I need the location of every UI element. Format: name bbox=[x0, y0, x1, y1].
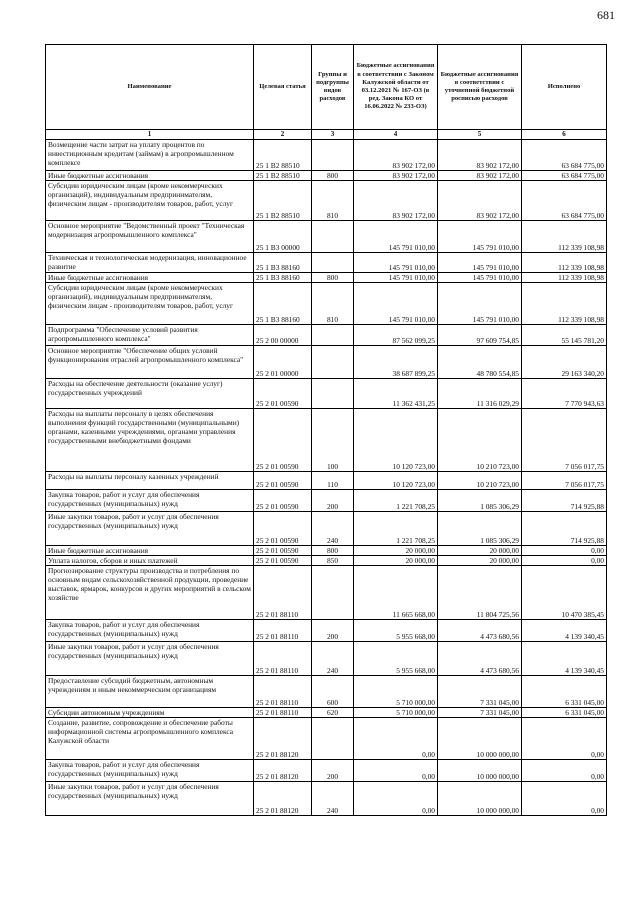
table-row bbox=[46, 171, 607, 181]
row-expense-group-cell: 240 bbox=[312, 512, 354, 546]
table-row bbox=[46, 782, 607, 816]
row-budget-cell: 11 665 668,00 bbox=[354, 566, 438, 620]
row-expense-group-cell bbox=[312, 718, 354, 760]
row-name-cell: Иные закупки товаров, работ и услуг для обеспечения государственных (муниципальных) нужд bbox=[46, 782, 254, 816]
row-refined-cell: 48 780 554,85 bbox=[438, 346, 522, 379]
header-target-article: Целевая статья bbox=[254, 45, 312, 130]
row-expense-group-cell: 800 bbox=[312, 171, 354, 181]
row-refined-cell: 10 210 723,00 bbox=[438, 472, 522, 490]
header-executed: Исполнено bbox=[522, 45, 607, 130]
row-budget-cell: 83 902 172,00 bbox=[354, 140, 438, 171]
row-name-cell: Возмещение части затрат на уплату процентов по инвестиционным кредитам (займам) в агропромышленном комплексе bbox=[46, 140, 254, 171]
row-expense-group-cell: 810 bbox=[312, 181, 354, 221]
row-name-cell: Расходы на обеспечение деятельности (оказание услуг) государственных учреждений bbox=[46, 379, 254, 409]
row-expense-group-cell: 200 bbox=[312, 620, 354, 642]
table-header-row bbox=[46, 45, 607, 130]
row-executed-cell: 0,00 bbox=[522, 556, 607, 566]
row-expense-group-cell: 240 bbox=[312, 642, 354, 676]
row-name-cell: Субсидии юридическим лицам (кроме некоммерческих организаций), индивидуальным предпринимателям, физическим лицам - производителям товаров, работ, услуг bbox=[46, 283, 254, 325]
row-target-article-cell: 25 2 01 88110 bbox=[254, 676, 312, 708]
row-name-cell: Закупка товаров, работ и услуг для обеспечения государственных (муниципальных) нужд bbox=[46, 490, 254, 512]
row-refined-cell: 83 902 172,00 bbox=[438, 140, 522, 171]
row-budget-cell: 87 562 099,25 bbox=[354, 325, 438, 346]
row-name-cell: Субсидии автономным учреждениям bbox=[46, 708, 254, 718]
row-refined-cell: 97 609 754,85 bbox=[438, 325, 522, 346]
row-target-article-cell: 25 2 01 88120 bbox=[254, 718, 312, 760]
row-budget-cell: 0,00 bbox=[354, 718, 438, 760]
row-executed-cell: 29 163 340,20 bbox=[522, 346, 607, 379]
row-refined-cell: 83 902 172,00 bbox=[438, 171, 522, 181]
row-budget-cell: 20 000,00 bbox=[354, 546, 438, 556]
row-expense-group-cell: 810 bbox=[312, 283, 354, 325]
row-refined-cell: 10 000 000,00 bbox=[438, 718, 522, 760]
row-target-article-cell: 25 1 В2 88510 bbox=[254, 181, 312, 221]
row-executed-cell: 0,00 bbox=[522, 718, 607, 760]
table-row bbox=[46, 472, 607, 490]
row-refined-cell: 10 000 000,00 bbox=[438, 782, 522, 816]
table-row bbox=[46, 283, 607, 325]
table-row bbox=[46, 760, 607, 782]
row-target-article-cell: 25 2 01 88110 bbox=[254, 708, 312, 718]
row-target-article-cell: 25 2 01 00590 bbox=[254, 512, 312, 546]
row-target-article-cell: 25 2 01 00590 bbox=[254, 490, 312, 512]
row-budget-cell: 83 902 172,00 bbox=[354, 181, 438, 221]
row-target-article-cell: 25 1 В3 88160 bbox=[254, 283, 312, 325]
row-executed-cell: 112 339 108,98 bbox=[522, 283, 607, 325]
row-budget-cell: 5 710 000,00 bbox=[354, 708, 438, 718]
row-budget-cell: 20 000,00 bbox=[354, 556, 438, 566]
row-executed-cell: 714 925,88 bbox=[522, 490, 607, 512]
row-refined-cell: 145 791 010,00 bbox=[438, 221, 522, 253]
row-name-cell: Основное мероприятие "Ведомственный проект "Техническая модернизация агропромышленного комплекса" bbox=[46, 221, 254, 253]
row-budget-cell: 10 120 723,00 bbox=[354, 409, 438, 472]
table-row bbox=[46, 221, 607, 253]
row-executed-cell: 7 056 017,75 bbox=[522, 409, 607, 472]
row-executed-cell: 55 145 781,20 bbox=[522, 325, 607, 346]
row-expense-group-cell bbox=[312, 566, 354, 620]
row-refined-cell: 4 473 680,56 bbox=[438, 642, 522, 676]
table-row bbox=[46, 409, 607, 472]
row-name-cell: Подпрограмма "Обеспечение условий развития агропромышленного комплекса" bbox=[46, 325, 254, 346]
row-executed-cell: 0,00 bbox=[522, 546, 607, 556]
row-expense-group-cell: 600 bbox=[312, 676, 354, 708]
table-row bbox=[46, 546, 607, 556]
table-body bbox=[46, 140, 607, 816]
row-budget-cell: 1 221 708,25 bbox=[354, 490, 438, 512]
row-refined-cell: 10 210 723,00 bbox=[438, 409, 522, 472]
table-row bbox=[46, 379, 607, 409]
row-expense-group-cell: 110 bbox=[312, 472, 354, 490]
table-row bbox=[46, 566, 607, 620]
row-budget-cell: 10 120 723,00 bbox=[354, 472, 438, 490]
row-refined-cell: 7 331 045,00 bbox=[438, 708, 522, 718]
row-name-cell: Иные закупки товаров, работ и услуг для обеспечения государственных (муниципальных) нужд bbox=[46, 512, 254, 546]
row-executed-cell: 63 684 775,00 bbox=[522, 140, 607, 171]
table-row bbox=[46, 676, 607, 708]
row-name-cell: Иные бюджетные ассигнования bbox=[46, 273, 254, 283]
row-budget-cell: 5 955 668,00 bbox=[354, 620, 438, 642]
row-name-cell: Прогнозирование структуры производства и потребления по основным видам сельскохозяйственной продукции, проведение выставок, ярмарок, конкурсов и других мероприятий в сельском хозяйстве bbox=[46, 566, 254, 620]
row-expense-group-cell: 240 bbox=[312, 782, 354, 816]
row-target-article-cell: 25 2 01 88110 bbox=[254, 566, 312, 620]
row-refined-cell: 7 331 045,00 bbox=[438, 676, 522, 708]
row-expense-group-cell bbox=[312, 221, 354, 253]
row-refined-cell: 145 791 010,00 bbox=[438, 253, 522, 273]
row-budget-cell: 11 362 431,25 bbox=[354, 379, 438, 409]
row-refined-cell: 4 473 680,56 bbox=[438, 620, 522, 642]
row-executed-cell: 63 684 775,00 bbox=[522, 181, 607, 221]
row-executed-cell: 0,00 bbox=[522, 760, 607, 782]
row-expense-group-cell: 620 bbox=[312, 708, 354, 718]
row-name-cell: Основное мероприятие "Обеспечение общих условий функционирования отраслей агропромышленного комплекса" bbox=[46, 346, 254, 379]
row-refined-cell: 145 791 010,00 bbox=[438, 273, 522, 283]
table-row bbox=[46, 181, 607, 221]
row-target-article-cell: 25 2 01 88110 bbox=[254, 620, 312, 642]
row-target-article-cell: 25 2 01 88120 bbox=[254, 760, 312, 782]
row-budget-cell: 145 791 010,00 bbox=[354, 253, 438, 273]
row-refined-cell: 10 000 000,00 bbox=[438, 760, 522, 782]
header-refined-allocations: Бюджетные ассигнования в соответствии с уточненной бюджетной росписью расходов bbox=[438, 45, 522, 130]
table-row bbox=[46, 346, 607, 379]
row-executed-cell: 4 139 340,45 bbox=[522, 642, 607, 676]
budget-execution-table bbox=[45, 44, 607, 816]
table-row bbox=[46, 490, 607, 512]
row-budget-cell: 1 221 708,25 bbox=[354, 512, 438, 546]
row-expense-group-cell: 200 bbox=[312, 760, 354, 782]
row-budget-cell: 145 791 010,00 bbox=[354, 221, 438, 253]
row-executed-cell: 112 339 108,98 bbox=[522, 253, 607, 273]
row-budget-cell: 83 902 172,00 bbox=[354, 171, 438, 181]
row-refined-cell: 83 902 172,00 bbox=[438, 181, 522, 221]
row-name-cell: Предоставление субсидий бюджетным, автономным учреждениям и иным некоммерческим организациям bbox=[46, 676, 254, 708]
row-expense-group-cell: 800 bbox=[312, 273, 354, 283]
row-expense-group-cell bbox=[312, 253, 354, 273]
row-expense-group-cell: 800 bbox=[312, 546, 354, 556]
row-refined-cell: 145 791 010,00 bbox=[438, 283, 522, 325]
table-row bbox=[46, 140, 607, 171]
row-budget-cell: 5 955 668,00 bbox=[354, 642, 438, 676]
table-row bbox=[46, 325, 607, 346]
row-name-cell: Техническая и технологическая модернизация, инновационное развитие bbox=[46, 253, 254, 273]
row-target-article-cell: 25 2 01 00000 bbox=[254, 346, 312, 379]
row-name-cell: Закупка товаров, работ и услуг для обеспечения государственных (муниципальных) нужд bbox=[46, 760, 254, 782]
row-budget-cell: 38 687 899,25 bbox=[354, 346, 438, 379]
row-executed-cell: 7 056 017,75 bbox=[522, 472, 607, 490]
row-executed-cell: 0,00 bbox=[522, 782, 607, 816]
row-name-cell: Субсидии юридическим лицам (кроме некоммерческих организаций), индивидуальным предпринимателям, физическим лицам - производителям товаров, работ, услуг bbox=[46, 181, 254, 221]
row-target-article-cell: 25 2 01 00590 bbox=[254, 556, 312, 566]
row-executed-cell: 4 139 340,45 bbox=[522, 620, 607, 642]
row-expense-group-cell: 850 bbox=[312, 556, 354, 566]
row-target-article-cell: 25 2 01 00590 bbox=[254, 379, 312, 409]
row-executed-cell: 63 684 775,00 bbox=[522, 171, 607, 181]
row-expense-group-cell bbox=[312, 346, 354, 379]
column-number: 6 bbox=[522, 130, 607, 140]
table-row bbox=[46, 556, 607, 566]
row-refined-cell: 1 085 306,29 bbox=[438, 490, 522, 512]
row-executed-cell: 6 331 045,00 bbox=[522, 676, 607, 708]
column-number: 3 bbox=[312, 130, 354, 140]
row-name-cell: Закупка товаров, работ и услуг для обеспечения государственных (муниципальных) нужд bbox=[46, 620, 254, 642]
row-target-article-cell: 25 2 01 88120 bbox=[254, 782, 312, 816]
row-refined-cell: 1 085 306,29 bbox=[438, 512, 522, 546]
row-budget-cell: 0,00 bbox=[354, 760, 438, 782]
row-expense-group-cell bbox=[312, 325, 354, 346]
table-row bbox=[46, 718, 607, 760]
row-target-article-cell: 25 2 01 00590 bbox=[254, 472, 312, 490]
row-budget-cell: 145 791 010,00 bbox=[354, 283, 438, 325]
row-target-article-cell: 25 2 01 00590 bbox=[254, 409, 312, 472]
row-target-article-cell: 25 1 В2 88510 bbox=[254, 140, 312, 171]
row-executed-cell: 112 339 108,98 bbox=[522, 273, 607, 283]
row-target-article-cell: 25 1 В3 88160 bbox=[254, 273, 312, 283]
table-row bbox=[46, 642, 607, 676]
row-executed-cell: 6 331 045,00 bbox=[522, 708, 607, 718]
row-target-article-cell: 25 1 В3 88160 bbox=[254, 253, 312, 273]
row-target-article-cell: 25 1 В2 88510 bbox=[254, 171, 312, 181]
row-executed-cell: 714 925,88 bbox=[522, 512, 607, 546]
row-budget-cell: 5 710 000,00 bbox=[354, 676, 438, 708]
column-number: 5 bbox=[438, 130, 522, 140]
column-number: 4 bbox=[354, 130, 438, 140]
row-target-article-cell: 25 2 01 88110 bbox=[254, 642, 312, 676]
row-refined-cell: 11 804 725,56 bbox=[438, 566, 522, 620]
row-target-article-cell: 25 1 В3 00000 bbox=[254, 221, 312, 253]
row-budget-cell: 145 791 010,00 bbox=[354, 273, 438, 283]
row-name-cell: Уплата налогов, сборов и иных платежей bbox=[46, 556, 254, 566]
row-executed-cell: 10 470 385,45 bbox=[522, 566, 607, 620]
row-expense-group-cell: 200 bbox=[312, 490, 354, 512]
header-name: Наименование bbox=[46, 45, 254, 130]
row-target-article-cell: 25 2 01 00590 bbox=[254, 546, 312, 556]
row-name-cell: Расходы на выплаты персоналу казенных учреждений bbox=[46, 472, 254, 490]
column-number: 1 bbox=[46, 130, 254, 140]
column-number-row bbox=[46, 130, 607, 140]
row-refined-cell: 20 000,00 bbox=[438, 546, 522, 556]
page-number: 681 bbox=[597, 8, 615, 22]
table-row bbox=[46, 620, 607, 642]
header-expense-groups: Группы и подгруппы видов расходов bbox=[312, 45, 354, 130]
row-name-cell: Создание, развитие, сопровождение и обеспечение работы информационной системы агропромышленного комплекса Калужской области bbox=[46, 718, 254, 760]
row-executed-cell: 112 339 108,98 bbox=[522, 221, 607, 253]
table-row bbox=[46, 512, 607, 546]
row-expense-group-cell: 100 bbox=[312, 409, 354, 472]
row-expense-group-cell bbox=[312, 379, 354, 409]
table-row bbox=[46, 273, 607, 283]
row-executed-cell: 7 770 943,63 bbox=[522, 379, 607, 409]
row-target-article-cell: 25 2 00 00000 bbox=[254, 325, 312, 346]
row-name-cell: Иные бюджетные ассигнования bbox=[46, 546, 254, 556]
table-row bbox=[46, 708, 607, 718]
row-name-cell: Иные бюджетные ассигнования bbox=[46, 171, 254, 181]
table-row bbox=[46, 253, 607, 273]
row-name-cell: Расходы на выплаты персоналу в целях обеспечения выполнения функций государственными (муниципальными) органами, казенными учреждениями, органами управления государственными внебюджетными фондами bbox=[46, 409, 254, 472]
header-budget-allocations: Бюджетные ассигнования в соответствии с Законом Калужской области от 03.12.2021 № 167-ОЗ (в ред. Закона КО от 16.06.2022 № 233-ОЗ) bbox=[354, 45, 438, 130]
column-number: 2 bbox=[254, 130, 312, 140]
row-name-cell: Иные закупки товаров, работ и услуг для обеспечения государственных (муниципальных) нужд bbox=[46, 642, 254, 676]
row-refined-cell: 20 000,00 bbox=[438, 556, 522, 566]
row-refined-cell: 11 316 029,29 bbox=[438, 379, 522, 409]
row-expense-group-cell bbox=[312, 140, 354, 171]
row-budget-cell: 0,00 bbox=[354, 782, 438, 816]
